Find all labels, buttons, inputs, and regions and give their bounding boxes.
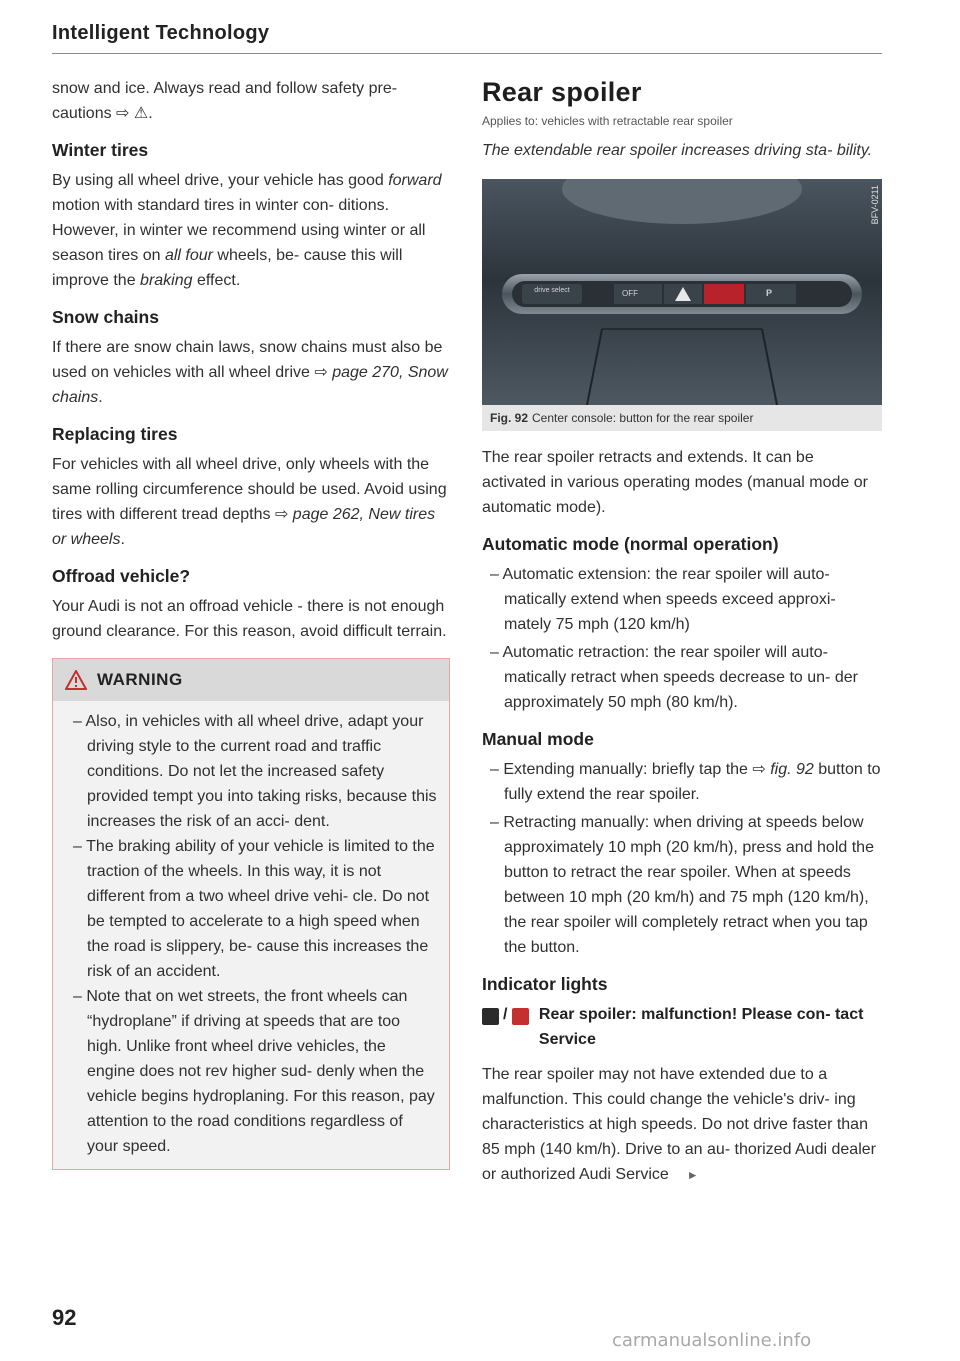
page-ref-link[interactable]: ⇨ page 270, Snow chains: [52, 364, 448, 406]
heading-manual-mode: Manual mode: [482, 729, 594, 749]
warning-item: – Note that on wet streets, the front wheels can “hydroplane” if driving at speeds that are too high. Unlike front wheel drive vehicles, the engine does not rev higher sud- denly when the vehicle begins hydroplaning. For this reason, pay attention to the road conditions regardless of your speed.: [65, 984, 437, 1159]
emphasis: braking: [140, 272, 193, 289]
watermark: carmanualsonline.info: [612, 1330, 812, 1351]
warning-header: [53, 659, 449, 701]
spoiler-paragraph: The rear spoiler retracts and extends. It can be activated in various operating modes (manual mode or automatic mode).: [482, 449, 868, 516]
indicator-label: Rear spoiler: malfunction! Please con- tact Service: [538, 1006, 864, 1048]
text-run: The rear spoiler may not have extended due to a malfunction. This could change the vehicle's driv- ing characteristics at high speeds. Do not drive faster than 85 mph (140 km/h). Drive to an au- thorized Audi dealer or authorized Audi Service: [482, 1066, 876, 1183]
warning-item: – Also, in vehicles with all wheel drive, adapt your driving style to the current road and traffic conditions. Do not let the increased safety provided tempt you into taking risks, because this increases the risk of an acci- dent.: [65, 709, 437, 834]
indicator-row: [482, 1002, 882, 1052]
intro-paragraph: snow and ice. Always read and follow safety pre- cautions ⇨ ⚠.: [52, 80, 398, 122]
snow-chains-paragraph: [52, 335, 450, 410]
text-run: For vehicles with all wheel drive, only wheels with the same rolling circumference should be used. Avoid using tires with different tread depths: [52, 456, 447, 523]
heading-replacing-tires: Replacing tires: [52, 424, 178, 444]
left-column: [52, 76, 450, 1170]
warning-list: [53, 701, 449, 1169]
caption-label: Fig. 92: [490, 411, 529, 425]
list-item: – Automatic retraction: the rear spoiler will auto- matically retract when speeds decrease to un- der approximately 50 mph (80 km/h).: [482, 640, 882, 715]
heading-indicator-lights: Indicator lights: [482, 974, 608, 994]
emphasis: all four: [164, 247, 213, 264]
heading-snow-chains: Snow chains: [52, 307, 159, 327]
manual-mode-list: [482, 757, 882, 960]
list-item: – Automatic extension: the rear spoiler will auto- matically extend when speeds exceed approxi- mately 75 mph (120 km/h): [482, 562, 882, 637]
section-intro: The extendable rear spoiler increases driving sta- bility.: [482, 142, 873, 159]
heading-winter-tires: Winter tires: [52, 140, 149, 160]
right-column: [482, 76, 882, 1188]
button-esc-off: OFF: [622, 289, 638, 298]
page-header: [52, 22, 882, 54]
text-run: .: [98, 389, 103, 406]
offroad-paragraph: Your Audi is not an offroad vehicle - there is not enough ground clearance. For this reason, avoid difficult terrain.: [52, 598, 447, 640]
winter-tires-paragraph: [52, 168, 450, 293]
page-ref-link[interactable]: ⇨ page 262, New tires or wheels: [52, 506, 436, 548]
text-run: Extending manually: briefly tap the: [503, 761, 753, 778]
section-title: Rear spoiler: [482, 77, 642, 107]
caption-text: Center console: button for the rear spoiler: [532, 411, 754, 425]
list-item: [482, 757, 882, 807]
text-run: By using all wheel drive, your vehicle has good: [52, 172, 389, 189]
spoiler-warning-icon-red: [512, 1008, 529, 1025]
text-run: .: [120, 531, 125, 548]
fig-ref-link[interactable]: ⇨ fig. 92: [752, 761, 814, 778]
replacing-tires-paragraph: [52, 452, 450, 552]
button-parking: P: [766, 288, 773, 298]
page-number: 92: [52, 1305, 77, 1330]
heading-offroad: Offroad vehicle?: [52, 566, 191, 586]
figure-center-console: [482, 179, 882, 405]
figure-code: BFV-0211: [870, 185, 880, 225]
button-drive-select: drive select: [534, 287, 570, 294]
automatic-mode-list: [482, 562, 882, 715]
warning-title: WARNING: [97, 670, 183, 689]
text-run: button to fully extend the rear spoiler.: [504, 761, 881, 803]
heading-automatic-mode: Automatic mode (normal operation): [482, 534, 779, 554]
emphasis: forward: [388, 172, 442, 189]
spoiler-warning-icon-yellow: [482, 1008, 499, 1025]
continue-arrow-icon: ►: [686, 1168, 699, 1182]
text-run: effect.: [192, 272, 241, 289]
text-run: If there are snow chain laws, snow chains must also be used on vehicles with all wheel drive: [52, 339, 443, 381]
text-run: motion with standard tires in winter con- ditions. However, in winter we recommend using winter or all season tires on: [52, 197, 426, 264]
indicator-icons: [482, 1002, 533, 1027]
warning-triangle-icon: [65, 670, 87, 690]
figure-caption: [482, 405, 882, 431]
warning-item: – The braking ability of your vehicle is limited to the traction of the wheels. In this way, it is not different from a two wheel drive vehi- cle. Do not be tempted to accelerate to a high speed when the road is slippery, be- cause this increases the risk of an accident.: [65, 834, 437, 984]
icon-separator: /: [503, 1006, 508, 1023]
indicator-paragraph: [482, 1062, 882, 1188]
applies-to: Applies to: vehicles with retractable rear spoiler: [482, 114, 733, 128]
console-button-labels: [482, 179, 882, 405]
text-run: wheels, be- cause this will improve the: [52, 247, 403, 289]
section-header-title: Intelligent Technology: [52, 22, 270, 44]
warning-box: [52, 658, 450, 1170]
list-item: – Retracting manually: when driving at speeds below approximately 10 mph (20 km/h), press and hold the button to retract the rear spoiler. When at speeds between 10 mph (20 km/h) and 75 mph (120 km/h), the rear spoiler will completely retract when you tap the button.: [482, 810, 882, 960]
